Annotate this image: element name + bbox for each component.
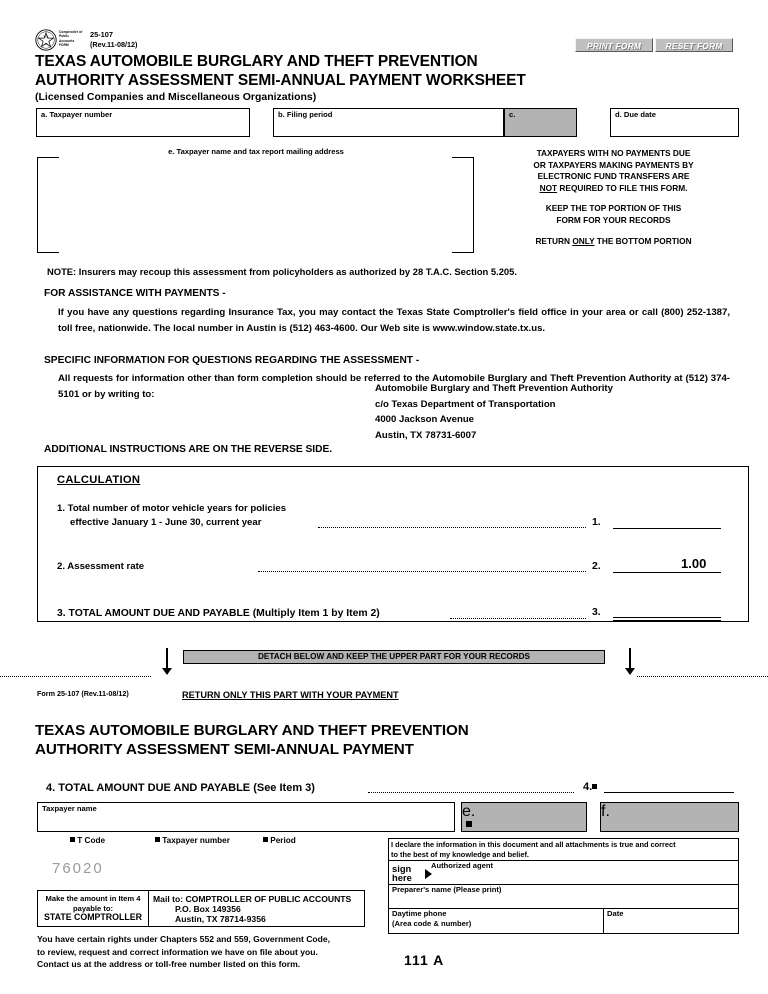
calc-item2-leader xyxy=(258,571,586,572)
calc-item3-number: 3. xyxy=(592,607,601,618)
stub-field-f xyxy=(600,802,739,832)
calculation-heading: CALCULATION xyxy=(57,474,141,486)
stub-period-label: Period xyxy=(263,836,296,845)
notice-spacer-1 xyxy=(487,194,740,203)
payment-mailing-box xyxy=(37,890,365,927)
due-date-field[interactable] xyxy=(610,108,739,137)
reset-form-button[interactable]: RESET FORM xyxy=(655,38,733,52)
addr-corner-top-right xyxy=(452,157,474,171)
calc-item2-input xyxy=(613,572,721,573)
due-date-label: d. Due date xyxy=(615,110,656,119)
stub-item4-label: 4. TOTAL AMOUNT DUE AND PAYABLE (See Item 3) xyxy=(46,782,315,794)
stub-code-111a: 111 A xyxy=(404,952,445,968)
calc-item1-line1: 1. Total number of motor vehicle years for policies xyxy=(57,503,287,514)
return-part-instruction: RETURN ONLY THIS PART WITH YOUR PAYMENT xyxy=(182,690,399,700)
calc-item2-number: 2. xyxy=(592,561,601,572)
notice-line-4: REQUIRED TO FILE THIS FORM. xyxy=(557,182,688,193)
period-marker-square xyxy=(263,837,268,842)
daytime-phone-label: Daytime phone (Area code & number) xyxy=(392,909,472,928)
notice-line-1: TAXPAYERS WITH NO PAYMENTS DUE xyxy=(536,148,691,158)
calc-item2-label: 2. Assessment rate xyxy=(57,561,145,572)
page-subtitle: (Licensed Companies and Miscellaneous Organizations) xyxy=(35,91,317,103)
stub-item4-number: 4. xyxy=(583,781,597,793)
assessment-rate-value: 1.00 xyxy=(681,556,707,571)
filing-period-field[interactable] xyxy=(273,108,504,137)
mail-to-address: Mail to: COMPTROLLER OF PUBLIC ACCOUNTS P.O. Box 149356 Austin, TX 78714-9356 xyxy=(153,894,352,924)
stub-taxpayer-number-label: Taxpayer number xyxy=(155,836,230,845)
cut-line-right xyxy=(637,676,768,677)
notice-line-7-pre: RETURN xyxy=(535,235,573,246)
tcode-marker-square xyxy=(70,837,75,842)
date-field[interactable] xyxy=(603,908,739,934)
notice-line-7-post: THE BOTTOM PORTION xyxy=(594,235,692,246)
cut-line-left xyxy=(0,676,151,677)
specific-info-paragraph: All requests for information other than form completion should be referred to the Automobile Burglary and Theft Prevention Authority at (512) 374-5101 or by writing to: xyxy=(58,373,730,400)
filing-period-label: b. Filing period xyxy=(278,110,333,119)
preparer-name-label: Preparer's name (Please print) xyxy=(392,885,502,894)
stub-tcode-label: T Code xyxy=(70,836,105,845)
notice-only-emphasis: ONLY xyxy=(572,235,595,246)
abtpa-address-line-0: Automobile Burglary and Theft Prevention Authority xyxy=(375,383,613,394)
calculation-box xyxy=(37,466,749,622)
taxpayer-name-address-label: e. Taxpayer name and tax report mailing address xyxy=(168,147,344,156)
assistance-heading: FOR ASSISTANCE WITH PAYMENTS - xyxy=(44,288,226,299)
declaration-text: I declare the information in this document and all attachments is true and correct to the best of my knowledge and belief. xyxy=(391,840,676,859)
calc-item1-leader xyxy=(318,527,586,528)
calc-item3-underline-second xyxy=(613,620,721,621)
calc-item1-line2: effective January 1 - June 30, current year xyxy=(70,517,262,528)
sign-here-arrow-icon xyxy=(425,869,432,879)
notice-not-emphasis: NOT xyxy=(539,182,558,193)
calc-item3-leader xyxy=(450,618,586,619)
seal-agency-text: Comptroller of Public Accounts FORM xyxy=(59,30,83,48)
stub-taxpayer-name-field[interactable] xyxy=(37,802,455,832)
stub-field-f-label: f. xyxy=(601,803,610,820)
notice-spacer-2 xyxy=(487,227,740,236)
daytime-phone-field[interactable] xyxy=(388,908,604,934)
item4-marker-square xyxy=(592,784,597,789)
svg-text:AS: AS xyxy=(44,42,48,46)
stub-title-line1: TEXAS AUTOMOBILE BURGLARY AND THEFT PREVENTION xyxy=(35,722,469,739)
reverse-side-note: ADDITIONAL INSTRUCTIONS ARE ON THE REVERSE SIDE. xyxy=(44,444,333,455)
preparer-name-field[interactable] xyxy=(388,884,739,909)
assistance-paragraph: If you have any questions regarding Insurance Tax, you may contact the Texas State Comptroller's field office in your area or call (800) 252-1387, toll free, nationwide. The local number in Austin is (512) 463-4600. Our Web site is www.window.state.tx.us. xyxy=(58,307,730,334)
page-title-line2: AUTHORITY ASSESSMENT SEMI-ANNUAL PAYMENT WORKSHEET xyxy=(35,72,526,89)
abtpa-address-line-3: Austin, TX 78731-6007 xyxy=(375,429,477,441)
payable-to-note: Make the amount in Item 4 payable to: STATE COMPTROLLER xyxy=(44,894,142,922)
calc-item1-input[interactable] xyxy=(613,528,721,529)
calc-item3-label: 3. TOTAL AMOUNT DUE AND PAYABLE (Multiply Item 1 by Item 2) xyxy=(57,608,380,619)
taxpayer-number-marker-square xyxy=(155,837,160,842)
notice-line-3: ELECTRONIC FUND TRANSFERS ARE xyxy=(537,171,690,182)
declaration-box xyxy=(388,838,739,861)
calc-item1-number: 1. xyxy=(592,517,601,528)
sign-here-label: sign here xyxy=(392,863,412,884)
date-label: Date xyxy=(607,909,624,918)
addr-corner-top-left xyxy=(37,157,59,171)
print-form-button[interactable]: PRINT FORM xyxy=(575,38,653,52)
calc-item3-input[interactable] xyxy=(613,617,721,618)
privacy-rights-note: You have certain rights under Chapters 552 and 559, Government Code, to review, request and correct information we have on file about you. Contact us at the address or toll-free number listed on this form. xyxy=(37,934,331,969)
abtpa-address-line-1: c/o Texas Department of Transportation xyxy=(375,398,556,410)
stub-taxpayer-name-label: Taxpayer name xyxy=(42,804,97,813)
addr-corner-bottom-left xyxy=(37,239,59,253)
form-number: 25-107 xyxy=(90,30,114,39)
stub-field-e-marker xyxy=(466,821,472,827)
taxpayer-number-label: a. Taxpayer number xyxy=(41,110,113,119)
efile-notice xyxy=(487,148,740,247)
taxpayer-name-address-field[interactable] xyxy=(37,157,474,253)
notice-line-5: KEEP THE TOP PORTION OF THIS xyxy=(545,203,682,214)
stub-title-line2: AUTHORITY ASSESSMENT SEMI-ANNUAL PAYMENT xyxy=(35,741,414,758)
svg-text:TEX: TEX xyxy=(43,35,49,39)
stub-form-number-76020: 76020 xyxy=(52,860,104,877)
page-title-line1: TEXAS AUTOMOBILE BURGLARY AND THEFT PREVENTION xyxy=(35,53,478,70)
specific-info-heading: SPECIFIC INFORMATION FOR QUESTIONS REGARDING THE ASSESSMENT - xyxy=(44,355,420,366)
notice-line-2: OR TAXPAYERS MAKING PAYMENTS BY xyxy=(533,159,694,170)
taxpayer-number-field[interactable] xyxy=(36,108,250,137)
payment-box-divider xyxy=(148,891,149,926)
detach-instruction-bar: DETACH BELOW AND KEEP THE UPPER PART FOR YOUR RECORDS xyxy=(183,650,605,664)
stub-item4-leader xyxy=(368,792,574,793)
notice-line-6: FORM FOR YOUR RECORDS xyxy=(556,214,671,225)
authorized-agent-label: Authorized agent xyxy=(431,861,494,870)
field-c-label: c. xyxy=(509,110,516,119)
form-footer-id: Form 25-107 (Rev.11-08/12) xyxy=(37,689,129,698)
field-c xyxy=(504,108,577,137)
addr-corner-bottom-right xyxy=(452,239,474,253)
stub-field-e-label: e. xyxy=(462,803,476,820)
signature-field[interactable] xyxy=(388,860,739,885)
form-revision: (Rev.11-08/12) xyxy=(90,40,138,49)
recoup-note: NOTE: Insurers may recoup this assessment from policyholders as authorized by 28 T.A.C. Section 5.205. xyxy=(47,266,517,277)
stub-field-e xyxy=(461,802,587,832)
comptroller-seal-icon xyxy=(35,29,57,51)
abtpa-address-line-2: 4000 Jackson Avenue xyxy=(375,414,475,425)
abtpa-mailing-address xyxy=(375,381,613,443)
stub-item4-input[interactable] xyxy=(604,792,734,793)
